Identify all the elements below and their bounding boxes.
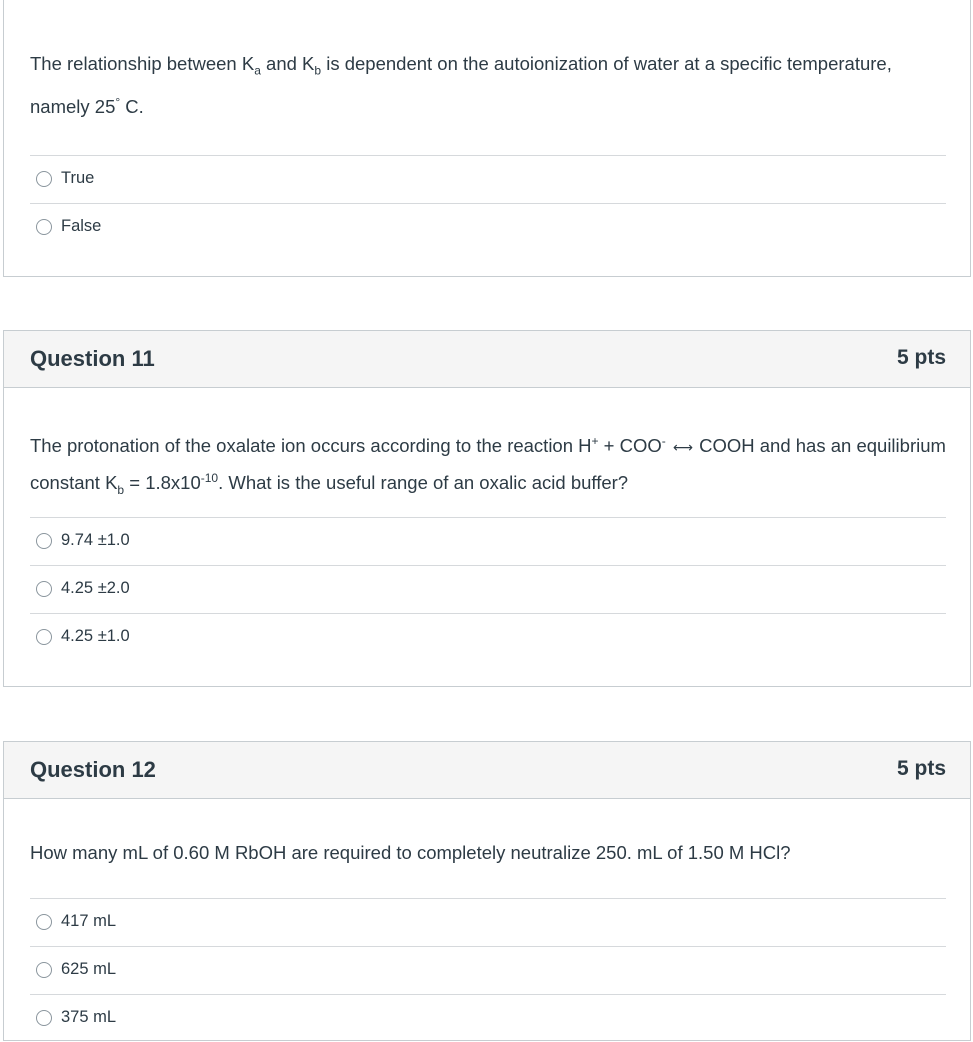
answer-option[interactable] — [30, 613, 946, 661]
question-points: 5 pts — [896, 757, 946, 780]
radio-button[interactable] — [36, 581, 52, 597]
radio-button[interactable] — [36, 219, 52, 235]
question-11-answers — [30, 517, 946, 661]
answer-label: 375 mL — [61, 1008, 117, 1026]
radio-button[interactable] — [36, 533, 52, 549]
question-11-header — [4, 331, 970, 388]
equilibrium-arrow-icon: ⟷ — [672, 439, 692, 456]
question-title: Question 12 — [30, 757, 156, 782]
answer-option[interactable] — [30, 203, 946, 251]
question-points: 5 pts — [896, 346, 946, 369]
question-12-card — [3, 741, 971, 1041]
answer-option[interactable] — [30, 155, 946, 203]
answer-label: 9.74 ±1.0 — [61, 531, 130, 549]
radio-button[interactable] — [36, 171, 52, 187]
answer-label: 4.25 ±2.0 — [61, 579, 130, 597]
question-10-answers — [30, 155, 946, 251]
radio-button[interactable] — [36, 914, 52, 930]
answer-label: 625 mL — [61, 960, 117, 978]
question-10-card — [3, 0, 971, 277]
answer-label: 417 mL — [61, 912, 117, 930]
radio-button[interactable] — [36, 962, 52, 978]
answer-label: False — [61, 217, 102, 235]
answer-option[interactable] — [30, 565, 946, 613]
answer-option[interactable] — [30, 994, 946, 1042]
answer-option[interactable] — [30, 517, 946, 565]
question-12-text: How many mL of 0.60 M RbOH are required to completely neutralize 250. mL of 1.50 M HCl? — [30, 842, 791, 863]
radio-button[interactable] — [36, 629, 52, 645]
question-10-text: The relationship between $K_a$ and $K_b$ is dependent on the autoionization of water at a specific temperature, namely 25° C. — [30, 53, 892, 117]
answer-label: True — [61, 169, 95, 187]
answer-label: 4.25 ±1.0 — [61, 627, 130, 645]
answer-option[interactable] — [30, 898, 946, 946]
question-11-text: The protonation of the oxalate ion occurs according to the reaction H+ + COO- ⟷ COOH and has an equilibrium constant $K_b = 1.8x10^{-10}$. What is the useful range of an oxalic acid buffer? — [30, 434, 946, 497]
question-11-card — [3, 330, 971, 687]
question-12-header — [4, 742, 970, 799]
question-title: Question 11 — [30, 346, 155, 371]
question-12-answers — [30, 898, 946, 1042]
answer-option[interactable] — [30, 946, 946, 994]
